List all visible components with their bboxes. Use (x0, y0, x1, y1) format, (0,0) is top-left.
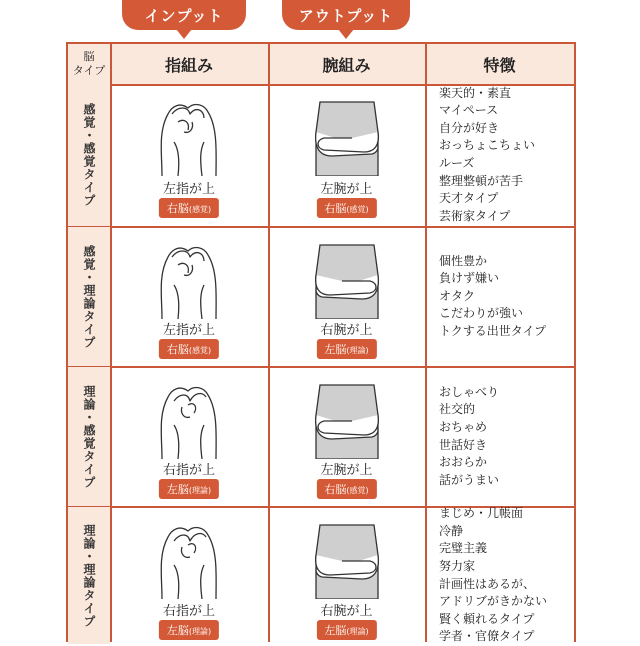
finger-position: 右指が上 (162, 463, 215, 478)
finger-brain-label: 左脳 (166, 483, 189, 496)
traits-cell (425, 507, 574, 644)
arm-brain-label: 右脳 (324, 202, 347, 215)
type-cell (68, 84, 110, 226)
finger-brain-label: 右脳 (166, 202, 189, 215)
trait-item: 計画性はあるが、 (439, 576, 536, 591)
trait-item: 完璧主義 (439, 541, 488, 556)
finger-position: 左指が上 (162, 182, 215, 197)
finger-brain-label: 右脳 (166, 343, 189, 356)
clasped-hands-icon (144, 235, 234, 319)
finger-brain-sub: (感覚) (188, 346, 212, 355)
arm-cell (268, 227, 425, 366)
arm-brain-label: 左脳 (324, 624, 347, 637)
trait-item: 冷静 (439, 523, 464, 538)
table-row (68, 84, 574, 226)
type-cell (68, 367, 110, 506)
finger-brain-badge (159, 339, 219, 359)
trait-item: 個性豊か (439, 253, 488, 268)
trait-item: 努力家 (439, 558, 476, 573)
finger-cell (110, 367, 268, 506)
arm-brain-badge (316, 339, 376, 359)
type-label: 感覚・理論タイプ (82, 244, 96, 349)
arm-brain-label: 左脳 (324, 343, 347, 356)
crossed-arms-icon (302, 92, 392, 176)
table-row (68, 507, 574, 644)
crossed-arms-icon (302, 375, 392, 459)
finger-brain-sub: (理論) (188, 627, 212, 636)
arm-position: 右腕が上 (320, 323, 373, 338)
crossed-arms-icon (302, 235, 392, 319)
trait-item: 自分が好き (439, 120, 500, 135)
trait-item: おっちょこちょい (439, 138, 536, 153)
trait-item: トクする出世タイプ (439, 323, 547, 338)
arm-brain-label: 右脳 (324, 483, 347, 496)
trait-item: 賢く頼れるタイプ (439, 611, 535, 626)
trait-item: 負けず嫌い (439, 271, 500, 286)
finger-brain-label: 左脳 (166, 624, 189, 637)
brain-type-table (66, 42, 576, 642)
arm-cell (268, 84, 425, 226)
finger-brain-sub: (感覚) (188, 205, 212, 214)
finger-brain-badge (159, 479, 219, 499)
table-header (68, 44, 574, 86)
finger-brain-sub: (理論) (188, 486, 212, 495)
trait-item: 学者・官僚タイプ (439, 629, 535, 644)
traits-list (425, 384, 499, 490)
type-label: 理論・理論タイプ (82, 523, 96, 628)
arm-position: 左腕が上 (320, 182, 373, 197)
finger-cell (110, 227, 268, 366)
arm-brain-sub: (感覚) (346, 486, 369, 495)
trait-item: 社交的 (439, 402, 476, 417)
trait-item: オタク (439, 288, 476, 303)
trait-item: こだわりが強い (439, 306, 524, 321)
trait-item: アドリブがきかない (439, 594, 548, 609)
finger-position: 左指が上 (162, 323, 215, 338)
arm-brain-badge (316, 198, 376, 218)
output-bubble (282, 0, 410, 30)
arm-position: 左腕が上 (320, 463, 373, 478)
header-traits: 特徴 (483, 55, 516, 75)
finger-position: 右指が上 (162, 604, 215, 619)
traits-list (425, 505, 547, 646)
input-bubble (122, 0, 246, 30)
finger-cell (110, 507, 268, 644)
arm-brain-sub: (感覚) (346, 205, 369, 214)
header-type-line1: 脳 (83, 50, 95, 63)
header-type-line2: タイプ (72, 64, 106, 77)
clasped-hands-icon (144, 515, 234, 599)
finger-cell (110, 84, 268, 226)
trait-item: 世話好き (439, 437, 488, 452)
traits-cell (425, 367, 574, 506)
arm-position: 右腕が上 (320, 604, 373, 619)
traits-cell (425, 84, 574, 226)
traits-cell (425, 227, 574, 366)
arm-brain-badge (316, 479, 376, 499)
clasped-hands-icon (144, 92, 234, 176)
trait-item: おちゃめ (439, 419, 488, 434)
traits-list (425, 85, 535, 226)
arm-brain-badge (316, 620, 376, 640)
arm-brain-sub: (理論) (346, 627, 369, 636)
crossed-arms-icon (302, 515, 392, 599)
trait-item: 芸術家タイプ (439, 208, 511, 223)
trait-item: ルーズ (439, 156, 475, 170)
trait-item: 整理整頓が苦手 (439, 173, 524, 188)
type-cell (68, 227, 110, 366)
traits-list (425, 253, 546, 341)
type-label: 感覚・感覚タイプ (82, 103, 96, 207)
output-label: アウトプット (298, 6, 394, 25)
trait-item: まじめ・几帳面 (439, 506, 524, 521)
finger-brain-badge (159, 198, 219, 218)
type-label: 理論・感覚タイプ (82, 384, 96, 489)
trait-item: 楽天的・素直 (439, 85, 512, 100)
clasped-hands-icon (144, 375, 234, 459)
type-cell (68, 507, 110, 644)
trait-item: 天才タイプ (439, 191, 499, 206)
arm-cell (268, 507, 425, 644)
header-arm: 腕組み (322, 55, 371, 75)
header-type (68, 44, 110, 84)
table-row (68, 367, 574, 506)
table-row (68, 227, 574, 366)
trait-item: おしゃべり (439, 384, 500, 399)
finger-brain-badge (159, 620, 219, 640)
input-label: インプット (144, 6, 224, 25)
trait-item: 話がうまい (439, 472, 500, 487)
arm-brain-sub: (理論) (346, 346, 369, 355)
header-finger: 指組み (164, 55, 213, 75)
trait-item: おおらか (439, 455, 488, 470)
trait-item: マイペース (439, 103, 499, 118)
arm-cell (268, 367, 425, 506)
